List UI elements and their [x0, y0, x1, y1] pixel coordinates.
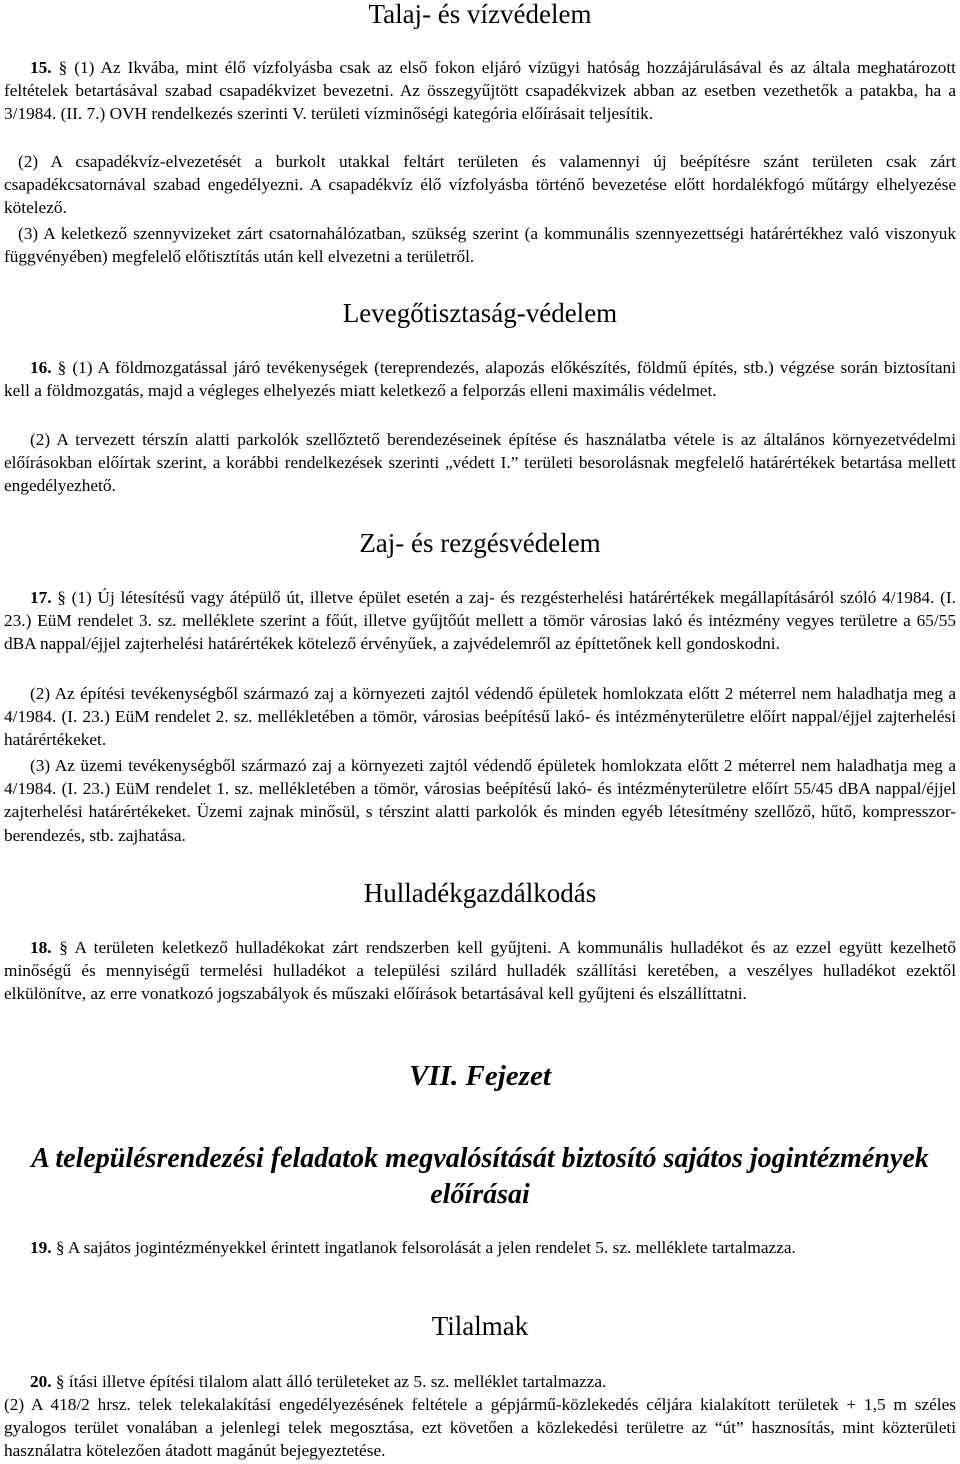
paragraph-15-2: (2) A csapadékvíz-elvezetését a burkolt utakkal feltárt területen és valamennyi új beépítésre szánt területen csak zárt csapadékcsatornával szabad engedélyezni. A csapadékvíz élő vízfolyásba történő bevezetése előtt hordalékfogó műtárgy elhelyezése kötelező.	[4, 152, 956, 218]
chapter-label: VII. Fejezet	[409, 1060, 551, 1092]
paragraph-19-text: § A sajátos jogintézményekkel érintett ingatlanok felsorolását a jelen rendelet 5. sz. melléklete tartalmazza.	[51, 1238, 796, 1257]
section-heading-hulladek: Hulladékgazdálkodás	[363, 878, 597, 908]
paragraph-17-2: (2) Az építési tevékenységből származó zaj a környezeti zajtól védendő épületek homlokzata előtt 2 méterrel nem haladhatja meg a 4/1984. (I. 23.) EüM rendelet 2. sz. mellékletében a tömör, városias beépítésű lakó- és intézményterületre előírt nappal/éjjel zajterhelési határértékeket.	[4, 684, 956, 750]
section-number-19: 19.	[30, 1238, 52, 1257]
paragraph-16-1	[4, 356, 956, 402]
paragraph-20-1-text: § ítási illetve építési tilalom alatt álló területeket az 5. sz. melléklet tartalmazza.	[51, 1372, 607, 1391]
paragraph-16-2: (2) A tervezett térszín alatti parkolók szellőztető berendezéseinek építése és használatba vétele is az általános környezetvédelmi előírásokban előírtak szerint, a korábbi rendelkezések szerinti „védett I.” területi besorolásnak megfelelő határértékek betartása mellett engedélyezhető.	[4, 430, 956, 496]
section-heading-zaj: Zaj- és rezgésvédelem	[359, 528, 601, 558]
paragraph-17-1	[4, 586, 956, 656]
paragraph-20-2: (2) A 418/2 hrsz. telek telekalakítási engedélyezésének feltétele a gépjármű-közlekedés céljára kialakított területek + 1,5 m széles gyalogos terület vonalában a jelenlegi telek megosztása, ezt követően a közlekedési területre az “út” hasznosítás, mint közterületi használatra kötelezően átadott magánút bejegyeztetése.	[4, 1395, 956, 1461]
paragraph-15-1-text: § (1) Az Ikvába, mint élő vízfolyásba csak az első fokon eljáró vízügyi hatóság hozzájárulásával és az általa meghatározott feltételek betartásával szabad csapadékvizet bevezetni. Az összegyűjtött csapadékvizek abban az esetben vezethetők a patakba, ha a 3/1984. (II. 7.) OVH rendelkezés szerinti V. területi vízminőségi kategória előírásait teljesítik.	[4, 58, 956, 124]
section-heading-talaj: Talaj- és vízvédelem	[368, 0, 592, 29]
paragraph-15-3: (3) A keletkező szennyvizeket zárt csatornahálózatban, szükség szerint (a kommunális szennyezettségi határértékhez való viszonyuk függvényében) megfelelő előtisztítás után kell elvezetni a területről.	[4, 224, 956, 267]
section-number-20: 20.	[30, 1372, 52, 1391]
section-number-15: 15.	[30, 58, 52, 77]
paragraph-19	[4, 1236, 956, 1259]
chapter-title: A településrendezési feladatok megvalósítását biztosító sajátos jogintézmények előírásai	[31, 1143, 929, 1210]
section-number-17: 17.	[30, 588, 52, 607]
paragraph-18-text: § A területen keletkező hulladékokat zárt rendszerben kell gyűjteni. A kommunális hulladékot és az ezzel együtt kezelhető minőségű és mennyiségű termelési hulladékot a települési szilárd hulladék szállítási keretében, a veszélyes hulladékot ezektől elkülönítve, az erre vonatkozó jogszabályok és műszaki előírások betartásával kell gyűjteni és elszállíttatni.	[4, 938, 956, 1004]
paragraph-17-1-text: § (1) Új létesítésű vagy átépülő út, illetve épület esetén a zaj- és rezgésterhelési határértékek megállapításáról szóló 4/1984. (I. 23.) EüM rendelet 3. sz. melléklete szerint a főút, illetve gyűjtőút mellett a tömör városias lakó és intézmény vegyes területre a 65/55 dBA nappal/éjjel zajterhelési határértékek kötelező érvényűek, a zajvédelemről az építtetőnek kell gondoskodni.	[4, 588, 956, 654]
section-number-16: 16.	[30, 358, 52, 377]
paragraph-15-1	[4, 56, 956, 126]
paragraph-18	[4, 936, 956, 1006]
paragraph-16-1-text: § (1) A földmozgatással járó tevékenységek (tereprendezés, alapozás előkészítés, földmű építés, stb.) végzése során biztosítani kell a földmozgatás, majd a végleges elhelyezés miatt keletkező a felporzás elleni maximális védelmet.	[4, 358, 956, 401]
section-heading-tilalmak: Tilalmak	[431, 1311, 529, 1341]
section-number-18: 18.	[30, 938, 52, 957]
section-heading-levego: Levegőtisztaság-védelem	[342, 298, 618, 328]
paragraph-17-3: (3) Az üzemi tevékenységből származó zaj a környezeti zajtól védendő épületek homlokzata előtt 2 méterrel nem haladhatja meg a 4/1984. (I. 23.) EüM rendelet 1. sz. mellékletében a tömör, városias beépítésű lakó- és intézményterületre előírt 55/45 dBA nappal/éjjel zajterhelési határértékeket. Üzemi zajnak minősül, s térszint alatti parkolók és minden egyéb létesítmény szellőző, hűtő, kompresszor-berendezés, stb. zajhatása.	[4, 756, 956, 845]
paragraph-20-1	[4, 1370, 956, 1393]
